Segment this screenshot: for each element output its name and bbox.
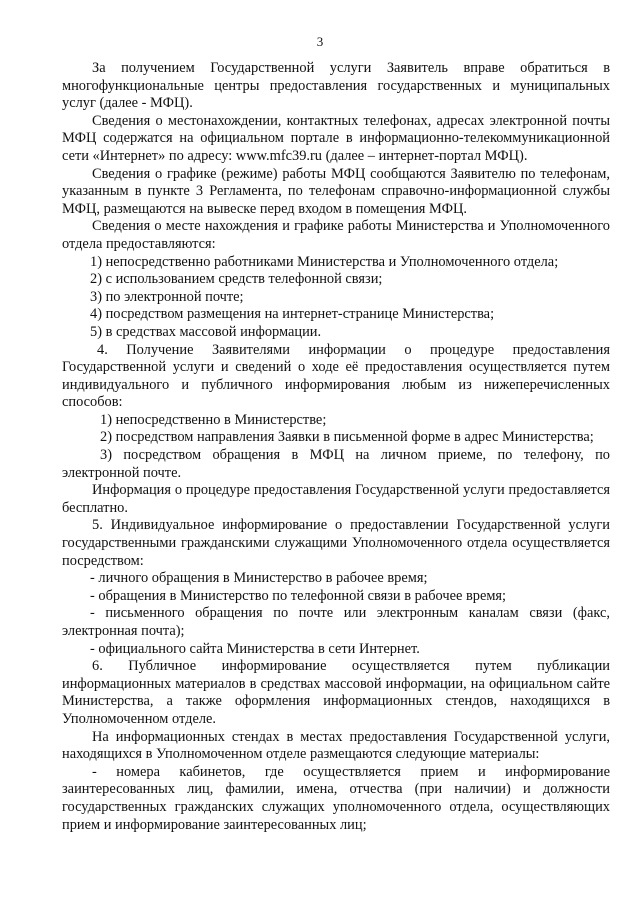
list-item-ministry-2: 2) с использованием средств телефонной связи; xyxy=(90,271,383,288)
page-number: 3 xyxy=(316,34,324,49)
list-item-individual-3: - письменного обращения по почте или электронным каналам связи (факс, электронная почта); xyxy=(62,605,610,639)
list-item-ministry-4: 4) посредством размещения на интернет-странице Министерства; xyxy=(90,306,495,323)
paragraph-free-info: Информация о процедуре предоставления Государственной услуги предоставляется бесплатно. xyxy=(62,482,610,516)
paragraph-ministry-info: Сведения о месте нахождения и графике работы Министерства и Уполномоченного отдела предоставляются: xyxy=(62,218,610,252)
paragraph-section-6: 6. Публичное информирование осуществляется путем публикации информационных материалов в средствах массовой информации, на официальном сайте Министерства, а также оформления информационных стендов, находящихся в Уполномоченном отделе. xyxy=(62,658,610,727)
list-item-ministry-1: 1) непосредственно работниками Министерства и Уполномоченного отдела; xyxy=(90,253,559,270)
paragraph-info-stands: На информационных стендах в местах предоставления Государственной услуги, находящихся в Уполномоченном отделе размещаются следующие материалы: xyxy=(62,728,610,763)
list-item-individual-4: - официального сайта Министерства в сети Интернет. xyxy=(90,640,420,657)
paragraph-section-4: 4. Получение Заявителями информации о процедуре предоставления Государственной услуги и сведений о ходе её предоставления осуществляется путем индивидуального и публичного информирования любым из нижеперечисленных способов: xyxy=(62,341,610,411)
list-item-method-1: 1) непосредственно в Министерстве; xyxy=(100,411,327,428)
list-item-ministry-5: 5) в средствах массовой информации. xyxy=(90,323,322,340)
list-item-ministry-3: 3) по электронной почте; xyxy=(90,288,244,305)
list-item-individual-1: - личного обращения в Министерство в рабочее время; xyxy=(90,570,428,587)
paragraph-section-5: 5. Индивидуальное информирование о предоставлении Государственной услуги государственными гражданскими служащими Уполномоченного отдела осуществляется посредством: xyxy=(62,517,610,569)
paragraph-mfc-schedule: Сведения о графике (режиме) работы МФЦ сообщаются Заявителю по телефонам, указанным в пункте 3 Регламента, по телефонам справочно-информационной службы МФЦ, размещаются на вывеске перед входом в помещения МФЦ. xyxy=(62,165,610,217)
list-item-method-2: 2) посредством направления Заявки в письменной форме в адрес Министерства; xyxy=(100,429,594,446)
list-item-stand-materials: - номера кабинетов, где осуществляется прием и информирование заинтересованных лиц, фамилии, имена, отчества (при наличии) и должности государственных гражданских служащих уполномоченного отдела, осуществляющих прием и информирование заинтересованных лиц; xyxy=(62,763,610,833)
list-item-individual-2: - обращения в Министерство по телефонной связи в рабочее время; xyxy=(90,587,507,604)
paragraph-mfc-contacts: Сведения о местонахождении, контактных телефонах, адресах электронной почты МФЦ содержатся на официальном портале в информационно-телекоммуникационной сети «Интернет» по адресу: www.mfc39.ru (далее – интернет-портал МФЦ). xyxy=(62,112,610,164)
paragraph-mfc-intro: За получением Государственной услуги Заявитель вправе обратиться в многофункциональные центры предоставления государственных и муниципальных услуг (далее - МФЦ). xyxy=(62,60,610,112)
list-item-method-3: 3) посредством обращения в МФЦ на личном приеме, по телефону, по электронной почте. xyxy=(62,447,610,481)
document-body xyxy=(62,60,610,834)
